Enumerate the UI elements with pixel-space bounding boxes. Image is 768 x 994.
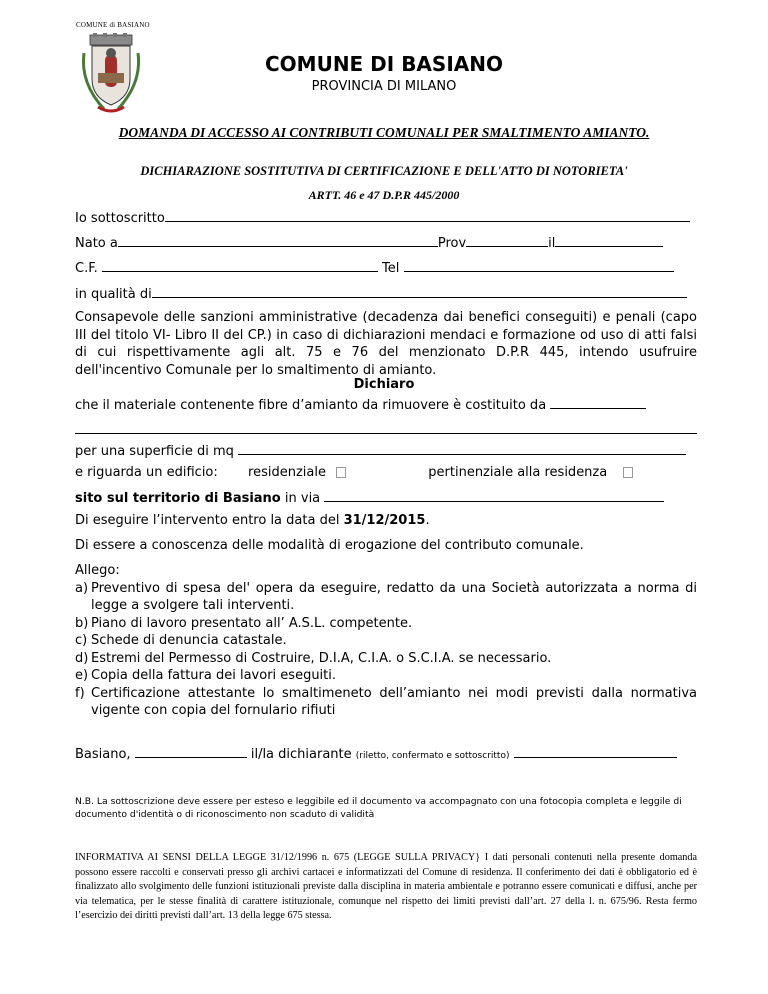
list-item [75,632,697,650]
list-item [75,615,697,633]
intervento-date: 31/12/2015 [343,513,426,528]
list-item-text: Estremi del Permesso di Costruire, D.I.A, C.I.A. o S.C.I.A. se necessario. [91,650,552,666]
list-item-label: d) [75,650,89,666]
superficie-field[interactable] [238,442,686,455]
articles-reference: ARTT. 46 e 47 D.P.R 445/2000 [308,188,460,202]
date-field[interactable] [555,234,663,247]
pertinenziale-checkbox[interactable] [623,467,633,478]
declaration-title: DICHIARAZIONE SOSTITUTIVA DI CERTIFICAZIONE E DELL'ATTO DI NOTORIETA' [140,164,628,178]
allego-heading: Allego: [75,563,120,578]
list-item-label: f) [75,685,85,701]
cf-tel-line [75,259,697,276]
qualita-line [75,285,697,302]
via-label: in via [284,491,321,506]
signature-note: (riletto, confermato e sottoscritto) [355,751,510,761]
list-item [75,667,697,685]
sito-line [75,489,697,506]
edificio-label: e riguarda un edificio: [75,465,218,480]
dichiarante-label: il/la dichiarante [250,747,352,762]
nb-note: N.B. La sottoscrizione deve essere per esteso e leggibile ed il documento va accompagnato con una fotocopia completa e leggile di documento d'identità o di riconoscimento non scaduto di validità [75,796,682,820]
prov-label: Prov [437,236,467,251]
list-item-text: Piano di lavoro presentato all’ A.S.L. competente. [91,615,413,631]
qualita-label: in qualità di [75,287,152,302]
signature-line [75,745,697,762]
sottoscritto-field[interactable] [165,209,690,222]
list-item [75,650,697,668]
signature-field[interactable] [514,745,677,758]
list-item-label: a) [75,580,89,596]
materiale-label: che il materiale contenente fibre d’amianto da rimuovere è costituito da [75,398,547,413]
pertinenziale-label: pertinenziale alla residenza [428,465,608,480]
materiale-line [75,396,697,413]
qualita-field[interactable] [152,285,687,298]
dichiaro-heading: Dichiaro [353,377,415,392]
sottoscritto-label: Io sottoscritto [75,211,165,226]
superficie-line [75,442,697,459]
nato-field[interactable] [118,234,438,247]
intervento-label: Di eseguire l’intervento entro la data del [75,513,340,528]
nato-label: Nato a [75,236,118,251]
nato-line [75,234,697,251]
residenziale-checkbox[interactable] [336,467,346,478]
intervento-line [75,513,697,528]
tel-field[interactable] [404,259,674,272]
conoscenza-line: Di essere a conoscenza delle modalità di erogazione del contributo comunale. [75,538,584,553]
list-item [75,685,697,720]
cf-label: C.F. [75,261,98,276]
materiale-continuation-field[interactable] [75,420,697,434]
sito-label: sito sul territorio di Basiano [75,491,281,506]
privacy-notice: INFORMATIVA AI SENSI DELLA LEGGE 31/12/1996 n. 675 (LEGGE SULLA PRIVACY} I dati personali contenuti nella presente domanda possono essere raccolti e conservati presso gli archivi cartacei e informatizzati del Comune di residenza. Il conferimento dei dati è obbligatorio ed è finalizzato allo svolgimento delle funzioni istituzionali previste dalla disciplina in materia ambientale e potranno essere comunicati e diffusi, anche per via telematica, per le stesse finalità di carattere istituzionale, comunque nel rispetto dei limiti previsti dall’art. 27 della l. n. 675/96. Resta fermo l’esercizio dei diritti previsti dall’art. 13 della legge 675 stessa. [75,852,697,921]
il-label: il [548,236,556,251]
consapevole-paragraph: Consapevole delle sanzioni amministrative (decadenza dai benefici conseguiti) e penali (capo III del titolo VI- Libro II del CP.) in caso di dichiarazioni mendaci e formazione od uso di atti falsi di cui rispettivamente agli alt. 75 e 76 del menzionato D.P.R 445, intendo usufruire dell'incentivo Comunale per lo smaltimento di amianto. [75,310,697,378]
via-field[interactable] [324,489,664,502]
list-item-text: Schede di denuncia catastale. [91,633,287,648]
superficie-label: per una superficie di mq [75,444,234,459]
edificio-line [75,465,697,480]
cf-field[interactable] [102,259,378,272]
materiale-field[interactable] [550,396,646,409]
list-item [75,580,697,615]
page-title: COMUNE DI BASIANO [265,52,503,76]
list-item-text: Copia della fattura dei lavori eseguiti. [91,668,337,683]
sottoscritto-line [75,209,697,226]
place-label: Basiano, [75,747,131,762]
place-date-field[interactable] [135,745,247,758]
document-title: DOMANDA DI ACCESSO AI CONTRIBUTI COMUNALI PER SMALTIMENTO AMIANTO. [118,125,650,140]
header-small-text: COMUNE di BASIANO [76,21,150,29]
list-item-label: b) [75,615,89,631]
intervento-period: . [425,513,430,528]
list-item-label: e) [75,668,89,683]
page-subtitle: PROVINCIA DI MILANO [311,79,457,94]
prov-field[interactable] [466,234,548,247]
list-item-label: c) [75,633,88,648]
list-item-text: Certificazione attestante lo smaltimeneto dell’amianto nei modi previsti dalla normativa vigente con copia del fornulario rifiuti [91,685,697,718]
list-item-text: Preventivo di spesa del' opera da eseguire, redatto da una Società autorizzata a norma di legge a svolgere tali interventi. [91,580,697,613]
allego-section [75,562,697,720]
residenziale-label: residenziale [248,465,326,480]
tel-label: Tel [382,261,400,276]
